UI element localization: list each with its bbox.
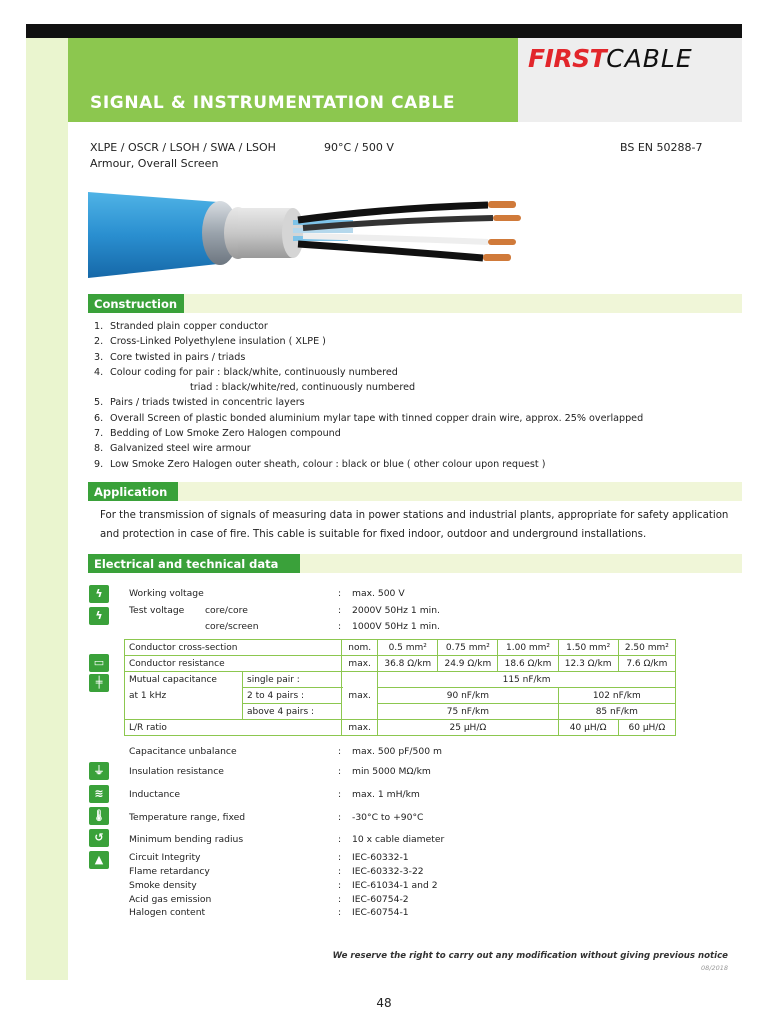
capacitance-label: Mutual capacitance — [125, 672, 243, 688]
row-label: Temperature range, fixed — [129, 812, 246, 823]
brand-logo — [528, 44, 693, 73]
list-item: 6. Overall Screen of plastic bonded aluminium mylar tape with tinned copper drain wire, approx. 25% overlapped — [94, 412, 644, 424]
table-row — [125, 656, 676, 672]
colon: : — [338, 812, 342, 823]
row-value: IEC-60332-3-22 — [352, 866, 424, 877]
lr-c: 60 µH/Ω — [618, 720, 675, 736]
list-item: 9. Low Smoke Zero Halogen outer sheath, colour : black or blue ( other colour upon request ) — [94, 458, 546, 470]
row-value: IEC-61034-1 and 2 — [352, 880, 438, 891]
size-cell: 0.5 mm² — [378, 640, 438, 656]
cable-illustration — [88, 180, 528, 285]
left-accent-strip — [26, 38, 68, 980]
colon: : — [338, 880, 342, 891]
row-label: Acid gas emission — [129, 894, 212, 905]
list-item: 2. Cross-Linked Polyethylene insulation ( XLPE ) — [94, 336, 326, 348]
technical-table — [124, 639, 676, 736]
resistance-cell: 12.3 Ω/km — [558, 656, 618, 672]
resistance-cell: 24.9 Ω/km — [438, 656, 498, 672]
colon: : — [338, 834, 342, 845]
nom-label: nom. — [342, 640, 378, 656]
row-label: Insulation resistance — [129, 766, 224, 777]
row-value: IEC-60754-1 — [352, 907, 409, 918]
single-pair-label: single pair : — [243, 672, 342, 688]
row-value: max. 1 mH/km — [352, 789, 420, 800]
resistance-cell: 36.8 Ω/km — [378, 656, 438, 672]
row-label: Minimum bending radius — [129, 834, 244, 845]
cross-section-label: Conductor cross-section — [125, 640, 342, 656]
above-four-b: 85 nF/km — [558, 704, 675, 720]
row-label: Circuit Integrity — [129, 852, 201, 863]
above-four-label: above 4 pairs : — [243, 704, 342, 720]
disclaimer: We reserve the right to carry out any modification without giving previous notice — [332, 951, 728, 961]
max-label: max. — [342, 672, 378, 720]
rating: 90°C / 500 V — [324, 141, 394, 154]
two-four-a: 90 nF/km — [378, 688, 558, 704]
test-core-screen-value: 1000V 50Hz 1 min. — [352, 621, 440, 632]
row-value: 10 x cable diameter — [352, 834, 445, 845]
list-item: 8. Galvanized steel wire armour — [94, 443, 251, 455]
colon: : — [338, 588, 342, 599]
max-label: max. — [342, 720, 378, 736]
colon: : — [338, 789, 342, 800]
size-cell: 2.50 mm² — [618, 640, 675, 656]
colon: : — [338, 852, 342, 863]
above-four-a: 75 nF/km — [378, 704, 558, 720]
table-row — [125, 688, 676, 704]
list-item: 7. Bedding of Low Smoke Zero Halogen compound — [94, 428, 341, 440]
top-black-bar — [26, 24, 742, 38]
two-four-b: 102 nF/km — [558, 688, 675, 704]
row-value: min 5000 MΩ/km — [352, 766, 431, 777]
row-label: Flame retardancy — [129, 866, 210, 877]
resistance-cell: 18.6 Ω/km — [498, 656, 558, 672]
row-label: Smoke density — [129, 880, 197, 891]
capacitance-icon: ╪ — [89, 674, 109, 692]
list-item: triad : black/white/red, continuously numbered — [190, 382, 416, 394]
working-voltage-label: Working voltage — [129, 588, 204, 599]
test-core-screen: core/screen — [205, 621, 259, 632]
resistance-label: Conductor resistance — [125, 656, 342, 672]
single-pair-value: 115 nF/km — [378, 672, 676, 688]
insulation-icon: ⏚ — [89, 762, 109, 780]
application-header — [88, 482, 742, 501]
logo-first: FIRST — [528, 44, 607, 73]
row-value: max. 500 pF/500 m — [352, 746, 442, 757]
lr-label: L/R ratio — [125, 720, 342, 736]
working-voltage-value: max. 500 V — [352, 588, 405, 599]
capacitance-blank — [125, 704, 243, 720]
voltage-icon: ϟ — [89, 585, 109, 603]
spec-subtitle: Armour, Overall Screen — [90, 157, 219, 170]
logo-cable: CABLE — [606, 44, 693, 73]
test-voltage-label: Test voltage — [129, 605, 185, 616]
capacitance-sub: at 1 kHz — [125, 688, 243, 704]
table-row — [125, 704, 676, 720]
inductance-icon: ≋ — [89, 785, 109, 803]
row-value: -30°C to +90°C — [352, 812, 424, 823]
list-item: 3. Core twisted in pairs / triads — [94, 351, 246, 363]
page-title: SIGNAL & INSTRUMENTATION CABLE — [90, 93, 456, 113]
resistance-cell: 7.6 Ω/km — [618, 656, 675, 672]
table-row — [125, 720, 676, 736]
test-core-core-value: 2000V 50Hz 1 min. — [352, 605, 440, 616]
list-item: 5. Pairs / triads twisted in concentric layers — [94, 397, 305, 409]
lr-b: 40 µH/Ω — [558, 720, 618, 736]
application-heading: Application — [88, 482, 178, 501]
table-row — [125, 640, 676, 656]
page-number: 48 — [376, 996, 392, 1010]
row-value: IEC-60332-1 — [352, 852, 409, 863]
test-core-core: core/core — [205, 605, 248, 616]
construction-header — [88, 294, 742, 313]
electrical-header — [88, 554, 742, 573]
size-cell: 1.50 mm² — [558, 640, 618, 656]
fire-icon: ▲ — [89, 851, 109, 869]
colon: : — [338, 621, 342, 632]
colon: : — [338, 894, 342, 905]
list-item: 4. Colour coding for pair : black/white, continuously numbered — [94, 366, 398, 378]
standard: BS EN 50288-7 — [620, 141, 703, 154]
colon: : — [338, 746, 342, 757]
resistance-icon: ▭ — [89, 654, 109, 672]
lr-a: 25 µH/Ω — [378, 720, 558, 736]
footer-date: 08/2018 — [700, 964, 728, 972]
size-cell: 0.75 mm² — [438, 640, 498, 656]
row-label: Capacitance unbalance — [129, 746, 237, 757]
colon: : — [338, 766, 342, 777]
colon: : — [338, 866, 342, 877]
table-row — [125, 672, 676, 688]
colon: : — [338, 907, 342, 918]
construction-list — [94, 319, 734, 472]
row-label: Inductance — [129, 789, 180, 800]
two-four-label: 2 to 4 pairs : — [243, 688, 342, 704]
row-value: IEC-60754-2 — [352, 894, 409, 905]
application-text: For the transmission of signals of measuring data in power stations and industrial plants, appropriate for safety application and protection in case of fire. This cable is suitable for fixed indoor, outdoor and underground installations. — [100, 510, 729, 540]
row-label: Halogen content — [129, 907, 206, 918]
construction-code: XLPE / OSCR / LSOH / SWA / LSOH — [90, 141, 276, 154]
size-cell: 1.00 mm² — [498, 640, 558, 656]
list-item: 1. Stranded plain copper conductor — [94, 321, 268, 332]
test-voltage-icon: ϟ — [89, 607, 109, 625]
colon: : — [338, 605, 342, 616]
bending-icon: ↺ — [89, 829, 109, 847]
construction-heading: Construction — [88, 294, 184, 313]
temperature-icon: 🌡 — [89, 807, 109, 825]
electrical-heading: Electrical and technical data — [88, 554, 300, 573]
max-label: max. — [342, 656, 378, 672]
